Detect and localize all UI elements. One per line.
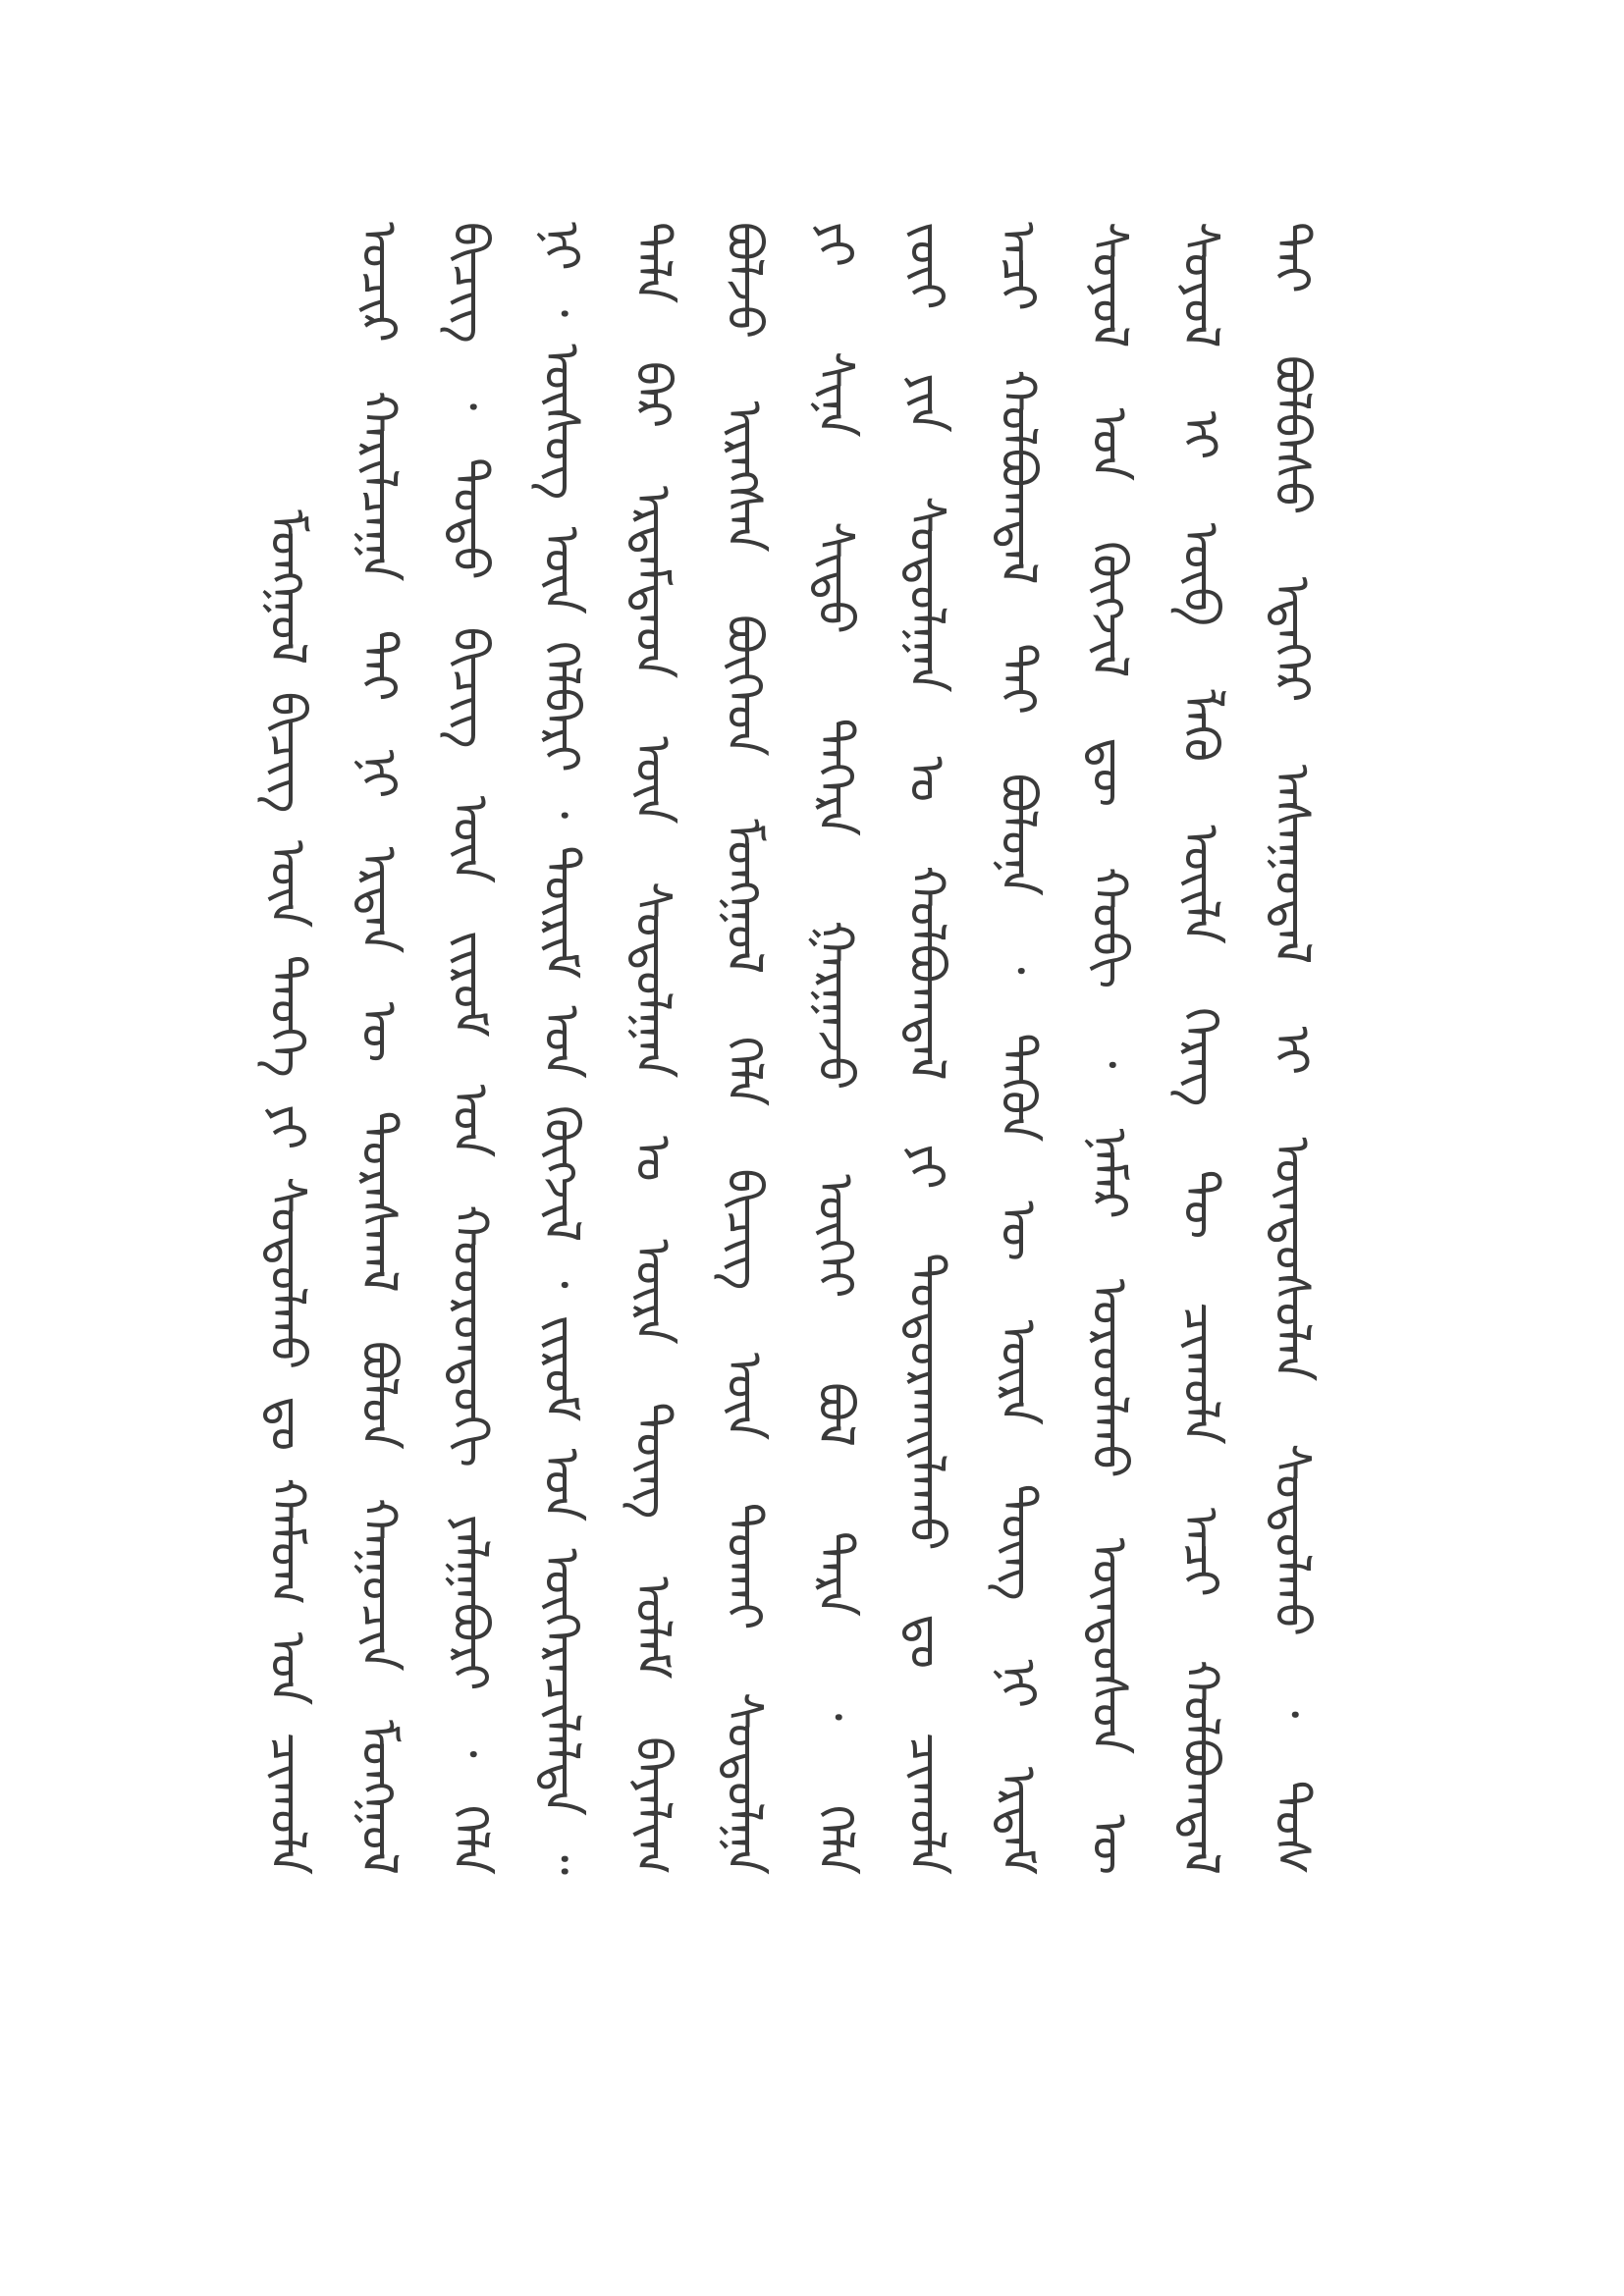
text-line-1: ᠮᠣᠩᠭᠣᠯ ᠪᠢᠴᠢᠭ ᠦᠨ ᠲᠡᠦᠬᠡ ᠶᠢ ᠰᠤᠳᠤᠯᠬᠤ ᠳᠤ ᠬᠠᠮᠤᠭ ᠤᠨ ᠴᠢᠬᠤᠯᠠ	[259, 509, 316, 1875]
text-line-8: ᠵᠦᠢ ᠶᠢᠨ ᠰᠤᠳᠤᠯᠭᠠᠨ ᠤ ᠬᠣᠯᠪᠣᠭᠳᠠᠯ ᠶᠢ ᠲᠣᠳᠣᠷᠬᠠᠢᠯᠠᠬᠤ ᠳᠤ ᠴᠢᠬᠤᠯᠠ	[898, 222, 955, 1875]
text-line-10: ᠰᠣᠶᠣᠯ ᠤᠨ ᠬᠥᠭᠵᠢᠯ ᠳᠦ ᠬᠤᠪᠢ ᠂ ᠨᠡᠮᠡᠷ ᠣᠷᠤᠤᠯᠬᠤ ᠦᠨᠳᠦᠰᠦᠨ ᠦ	[1081, 222, 1138, 1875]
text-line-12: ᠲᠠᠢ ᠪᠣᠯᠪᠠᠰᠤ ᠡᠳᠡᠭᠡᠷ ᠠᠰᠠᠭᠤᠳᠠᠯ ᠢ ᠦᠨᠳᠦᠰᠦᠯᠡᠨ ᠰᠤᠳᠤᠯᠬᠤ ᠂ ᠲᠤᠰ	[1264, 222, 1321, 1875]
text-line-5: ᠲᠠᠯᠠ ᠪᠠᠷ ᠡᠷᠳᠡᠮᠲᠡᠳ ᠦᠨ ᠰᠤᠳᠤᠯᠭᠠᠨ ᠤ ᠦᠷᠡ ᠳᠦᠩ ᠤᠯᠠᠮ ᠪᠠᠶᠠᠯᠢᠭ	[624, 222, 681, 1875]
text-line-6: ᠪᠣᠯᠵᠤ ᠢᠷᠡᠭᠰᠡᠨ ᠪᠥᠭᠡᠳ ᠮᠣᠩᠭᠣᠯ ᠬᠡᠯᠡ ᠪᠢᠴᠢᠭ ᠦᠨ ᠲᠤᠬᠠᠢ ᠰᠤᠳᠤᠯᠭᠠ	[716, 222, 773, 1875]
text-line-2: ᠤᠴᠢᠷ ᠬᠠᠷᠢᠯᠴᠠᠭᠠ ᠲᠠᠢ ᠨᠢ ᠡᠷᠲᠡᠨ ᠦ ᠳᠤᠷᠠᠰᠬᠠᠯ ᠪᠣᠯᠤᠨ ᠬᠠᠭᠤᠴᠢᠨ ᠮᠣᠩᠭᠣᠯ	[351, 222, 407, 1875]
text-line-3: ᠪᠢᠴᠢᠭ ᠂ ᠲᠣᠳᠣ ᠪᠢᠴᠢᠭ ᠦᠨ ᠵᠢᠷᠤᠮ ᠤᠨ ᠬᠣᠣᠷᠤᠨᠳᠤᠬᠢ ᠶᠠᠯᠭᠠᠪᠤᠷᠢ ᠂ ᠬᠡᠯᠡ	[442, 222, 499, 1875]
text-line-9: ᠠᠴᠢ ᠬᠣᠯᠪᠣᠭᠳᠠᠯ ᠲᠠᠢ ᠪᠣᠯᠤᠨᠠ ᠂ ᠲᠡᠭᠦᠨ ᠦ ᠦᠷᠡ ᠳᠦᠩ ᠨᠢ ᠡᠷᠳᠡᠮ	[990, 222, 1047, 1875]
text-line-11: ᠰᠣᠶᠣᠯ ᠢ ᠥᠪ ᠯᠡᠬᠦ ᠦᠢᠯᠡ ᠬᠡᠷᠡᠭ ᠲᠦ ᠴᠢᠬᠤᠯᠠ ᠠᠴᠢ ᠬᠣᠯᠪᠣᠭᠳᠠᠯ	[1172, 222, 1229, 1875]
text-line-7: ᠶᠢ ᠰᠢᠨᠡ ᠰᠢᠲᠤ ᠳᠡᠭᠡᠷᠡ ᠭᠠᠷᠭᠠᠵᠤ ᠦᠭᠡᠢ ᠪᠣᠯ ᠲᠡᠷᠡ ᠂ ᠬᠡᠯᠡ	[807, 222, 864, 1875]
text-line-4: ᠨᠢ ᠂ ᠦᠰᠦᠭ ᠦᠨ ᠬᠡᠯᠪᠡᠷᠢ ᠂ ᠳᠦᠷᠢᠮ ᠤᠨ ᠬᠥᠭᠵᠢᠯ ᠂ ᠵᠢᠷᠤᠮ ᠤᠨ ᠥᠭᠡᠷᠡᠴᠢᠯᠡᠯᠲᠡ ᠃	[533, 222, 590, 1875]
